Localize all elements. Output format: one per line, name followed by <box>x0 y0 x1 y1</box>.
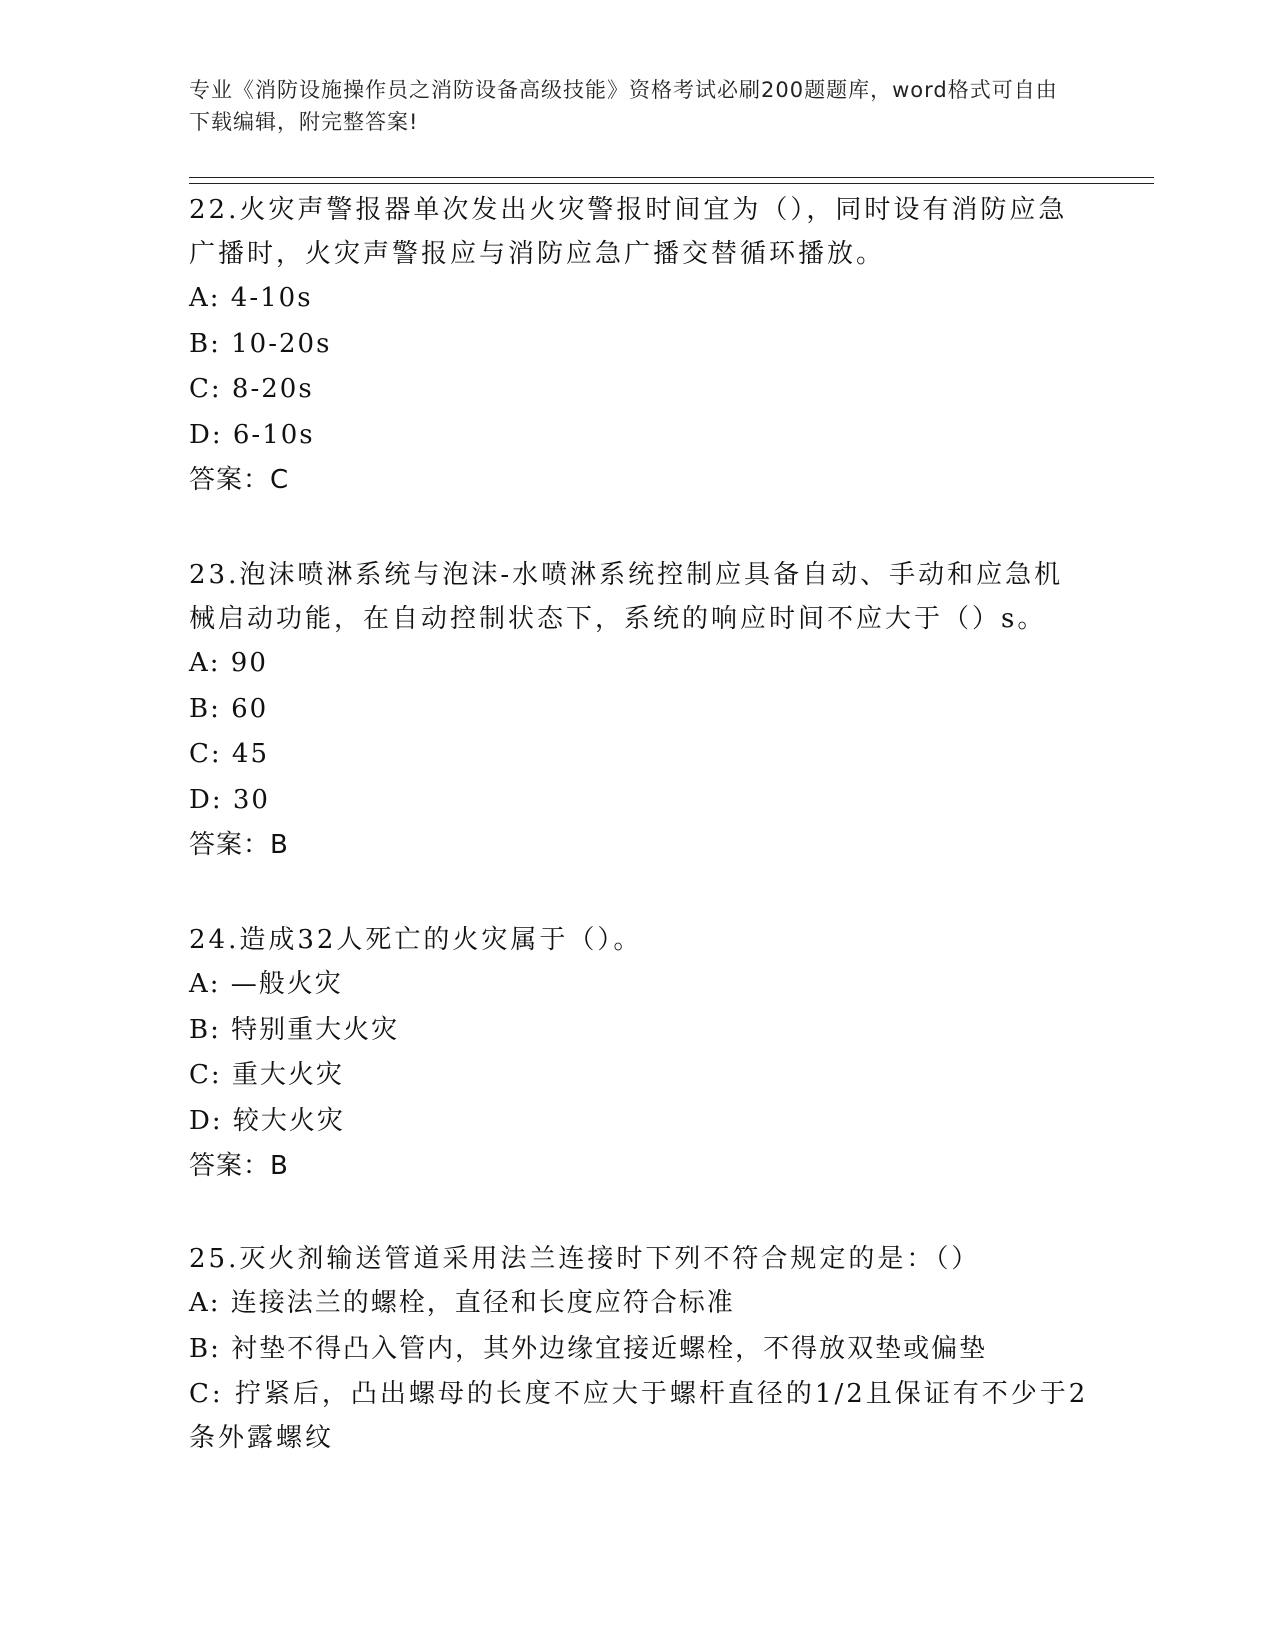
header-divider-top <box>189 177 1154 178</box>
answer: 答案：C <box>189 465 290 495</box>
question-stem: 23.泡沫喷淋系统与泡沫-水喷淋系统控制应具备自动、手动和应急机械启动功能，在自动控制状态下，系统的响应时间不应大于（）s。 <box>189 560 1064 634</box>
question-25 <box>189 1237 1089 1460</box>
option-b: B: 特别重大火灾 <box>189 1014 400 1045</box>
option-a: A: —般火灾 <box>189 969 343 999</box>
answer: 答案：B <box>189 830 289 860</box>
question-24 <box>189 918 1089 1190</box>
document-header <box>189 74 1069 138</box>
option-c: C: 拧紧后，凸出螺母的长度不应大于螺杆直径的1/2且保证有不少于2条外露螺纹 <box>189 1379 1089 1453</box>
question-stem: 22.火灾声警报器单次发出火灾警报时间宜为（），同时设有消防应急广播时，火灾声警报应与消防应急广播交替循环播放。 <box>189 195 1068 269</box>
option-a: A: 连接法兰的螺栓，直径和长度应符合标准 <box>189 1288 735 1318</box>
option-b: B: 衬垫不得凸入管内，其外边缘宜接近螺栓，不得放双垫或偏垫 <box>189 1333 988 1364</box>
option-b: B: 60 <box>189 693 269 724</box>
question-22 <box>189 188 1089 504</box>
question-stem: 24.造成32人死亡的火灾属于（）。 <box>189 925 643 955</box>
header-divider-bottom <box>189 183 1154 184</box>
option-c: C: 重大火灾 <box>189 1060 344 1090</box>
option-b: B: 10-20s <box>189 328 332 359</box>
option-c: C: 8-20s <box>189 374 314 404</box>
header-text: 专业《消防设施操作员之消防设备高级技能》资格考试必刷200题题库，word格式可自由下载编辑，附完整答案! <box>189 78 1058 134</box>
option-d: D: 30 <box>189 784 270 815</box>
option-c: C: 45 <box>189 739 270 769</box>
option-d: D: 6-10s <box>189 419 315 450</box>
option-d: D: 较大火灾 <box>189 1105 345 1136</box>
question-23 <box>189 553 1089 869</box>
question-stem: 25.灭火剂输送管道采用法兰连接时下列不符合规定的是：（） <box>189 1244 981 1274</box>
option-a: A: 90 <box>189 648 268 678</box>
answer: 答案：B <box>189 1151 289 1181</box>
option-a: A: 4-10s <box>189 283 313 313</box>
